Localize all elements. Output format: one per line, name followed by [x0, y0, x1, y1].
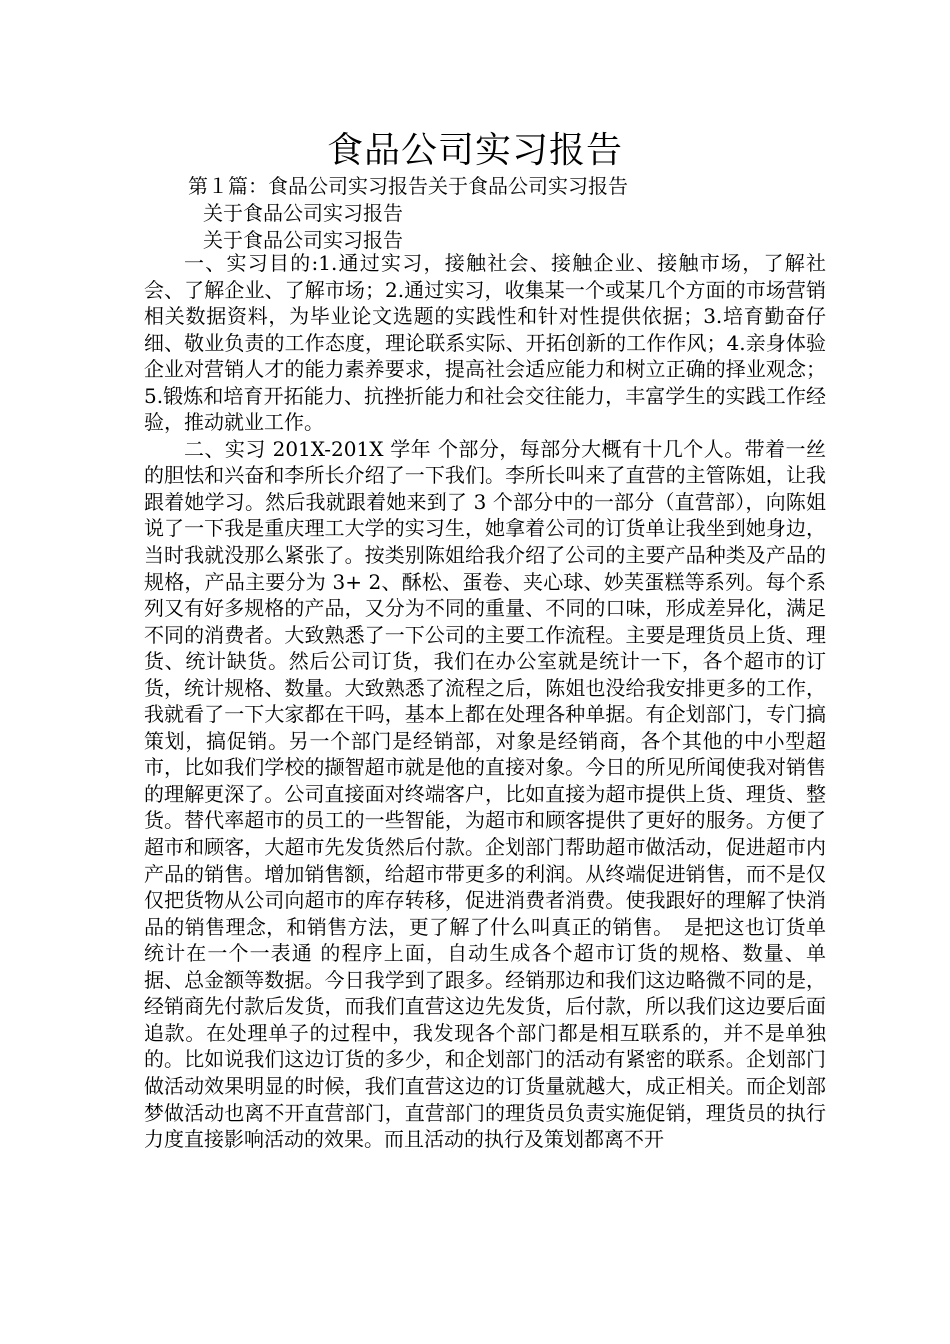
paragraph-internship: 二、实习 201X-201X 学年 个部分，每部分大概有十几个人。带着一丝的胆怯和兴奋和李所长介绍了一下我们。李所长叫来了直营的主管陈姐，让我跟着她学习。然后我就跟着她来到了 3 个部分中的一部分（直营部），向陈姐说了一下我是重庆理工大学的实习生，她拿着公司的订货单让我坐到她身边，当时我就没那么紧张了。按类别陈姐给我介绍了公司的主要产品种类及产品的规格，产品主要分为 3+ 2、酥松、蛋卷、夹心球、妙芙蛋糕等系列。每个系列又有好多规格的产品，又分为不同的重量、不同的口味，形成差异化，满足不同的消费者。大致熟悉了一下公司的主要工作流程。主要是理货员上货、理货、统计缺货。然后公司订货，我们在办公室就是统计一下，各个超市的订货，统计规格、数量。大致熟悉了流程之后，陈姐也没给我安排更多的工作，我就看了一下大家都在干吗，基本上都在处理各种单据。有企划部门，专门搞策划，搞促销。另一个部门是经销部，对象是经销商，各个其他的中小型超市，比如我们学校的撷智超市就是他的直接对象。今日的所见所闻使我对销售的理解更深了。公司直接面对终端客户，比如直接为超市提供上货、理货、整货。替代率超市的员工的一些智能，为超市和顾客提供了更好的服务。方便了超市和顾客，大超市先发货然后付款。企划部门帮助超市做活动，促进超市内产品的销售。增加销售额，给超市带更多的利润。从终端促进销售，而不是仅仅把货物从公司向超市的库存转移，促进消费者消费。使我跟好的理解了快消品的销售理念，和销售方法，更了解了什么叫真正的销售。 是把这也订货单统计在一个一表通 的程序上面，自动生成各个超市订货的规格、数量、单据、总金额等数据。今日我学到了跟多。经销那边和我们这边略微不同的是，经销商先付款后发货，而我们直营这边先发货，后付款，所以我们这边要后面追款。在处理单子的过程中，我发现各个部门都是相互联系的，并不是单独的。比如说我们这边订货的多少，和企划部门的活动有紧密的联系。企划部门做活动效果明显的时候，我们直营这边的订货量就越大，成正相关。而企划部梦做活动也离不开直营部门，直营部门的理货员负责实施促销，理货员的执行力度直接影响活动的效果。而且活动的执行及策划都离不开 — [144, 436, 826, 1152]
heading-line-2: 关于食品公司实习报告 — [203, 228, 403, 252]
document-body — [144, 250, 826, 1153]
heading-line-1: 关于食品公司实习报告 — [203, 201, 403, 225]
article-subtitle: 第１篇：食品公司实习报告关于食品公司实习报告 — [188, 174, 628, 198]
paragraph-purpose: 一、实习目的:1.通过实习，接触社会、接触企业、接触市场，了解社会、了解企业、了解市场；2.通过实习，收集某一个或某几个方面的市场营销相关数据资料，为毕业论文选题的实践性和针对性提供依据；3.培育勤奋仔细、敬业负责的工作态度，理论联系实际、开拓创新的工作作风；4.亲身体验企业对营销人才的能力素养要求，提高社会适应能力和树立正确的择业观念；5.锻炼和培育开拓能力、抗挫折能力和社会交往能力，丰富学生的实践工作经验，推动就业工作。 — [144, 251, 826, 435]
document-title: 食品公司实习报告 — [326, 130, 623, 171]
